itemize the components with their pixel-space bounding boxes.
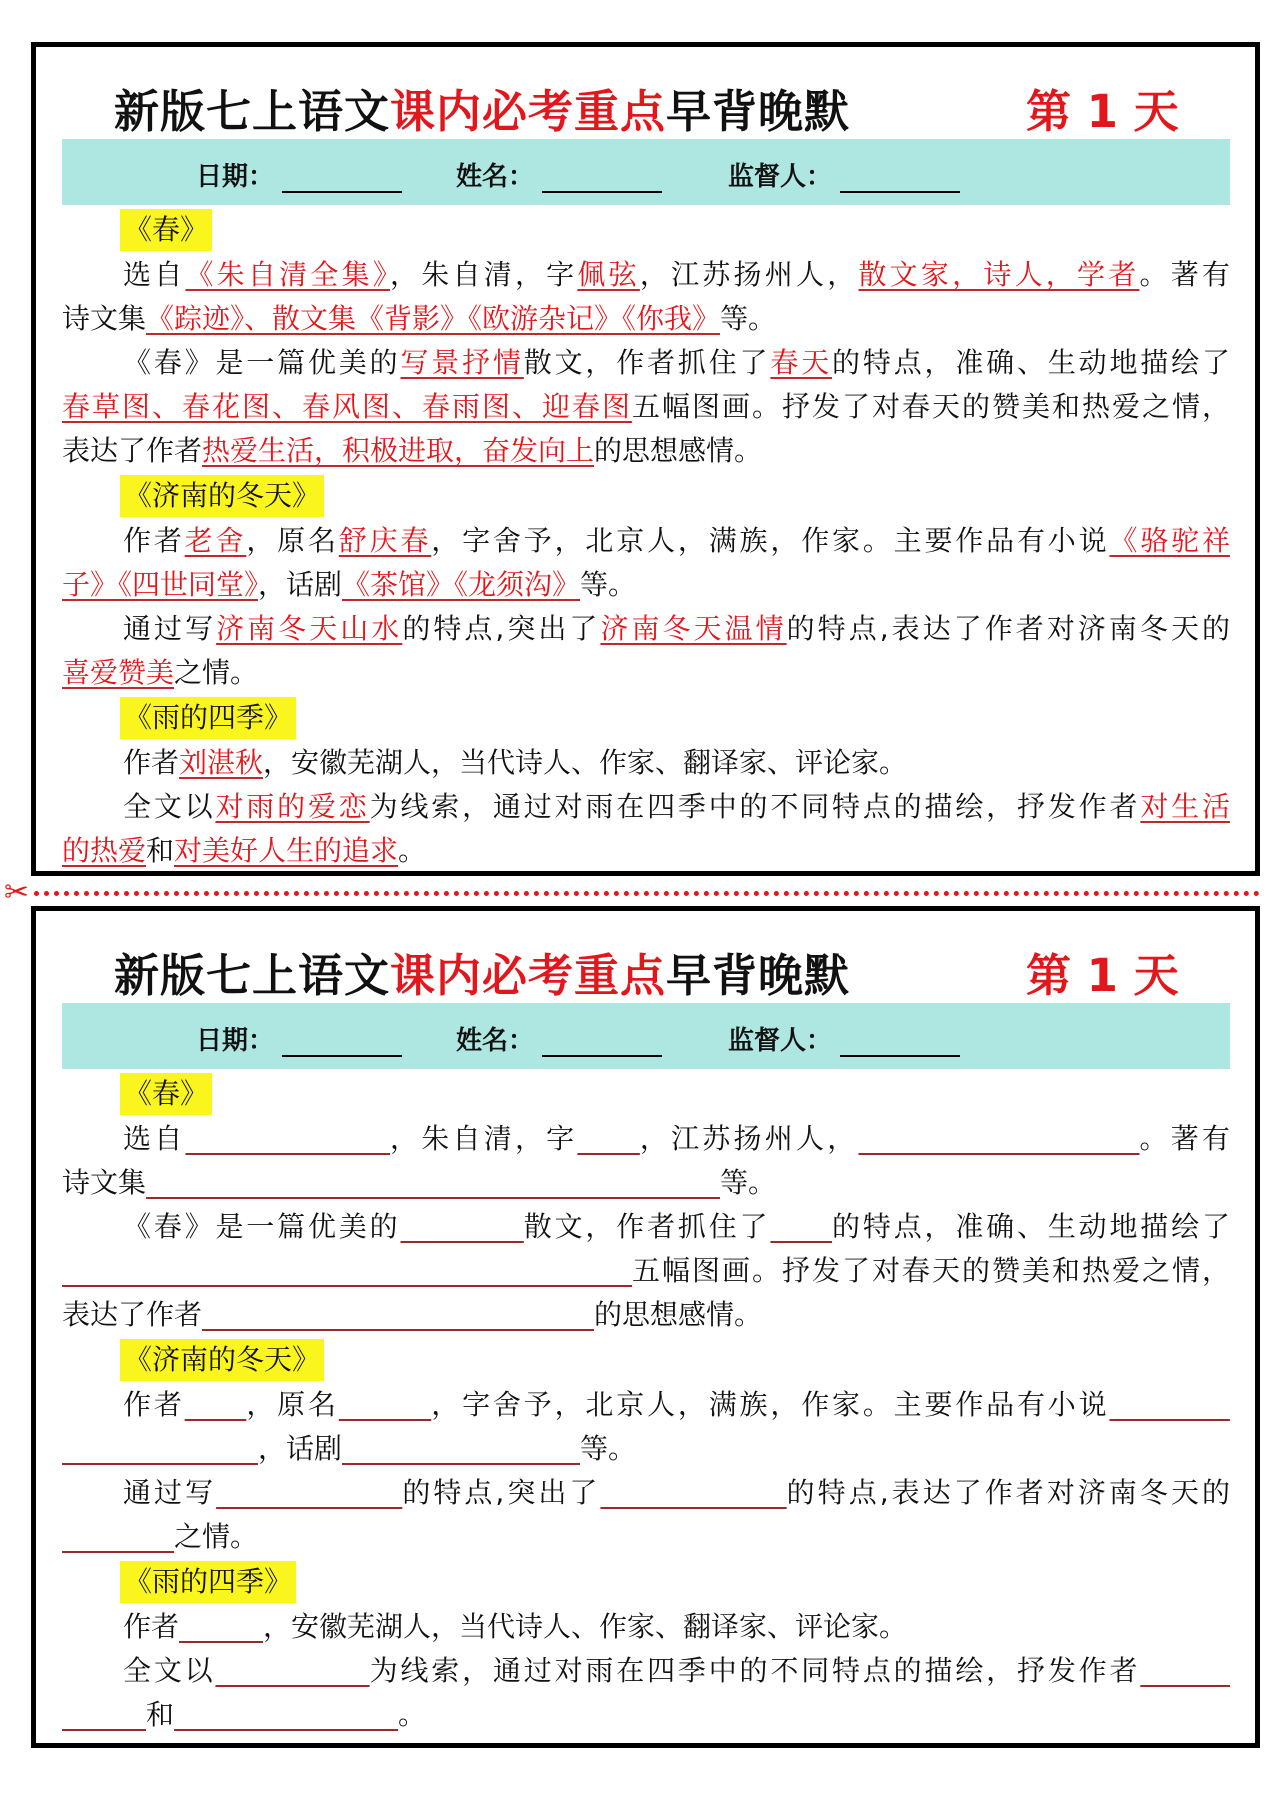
text-segment: 为线索，通过对雨在四季中的不同特点的描绘，抒发作者 <box>369 790 1141 823</box>
key-point: 散文家，诗人，学者 <box>858 258 1140 291</box>
key-point: 子》《四世同堂》 <box>62 568 259 601</box>
text-segment: 。 <box>398 834 427 867</box>
text-line <box>62 1383 1230 1427</box>
text-line <box>62 1161 1230 1205</box>
text-segment: 的特点,突出了 <box>402 612 601 645</box>
text-segment: ，安徽芜湖人，当代诗人、作家、翻译家、评论家。 <box>263 746 908 779</box>
supervisor-input-line[interactable] <box>840 1029 960 1057</box>
text-line <box>62 1249 1230 1293</box>
text-line <box>62 297 1230 341</box>
text-line <box>62 1693 1230 1737</box>
key-point: 《踪迹》、散文集《背影》《欧游杂记》《你我》 <box>146 302 721 335</box>
text-segment: 诗文集 <box>62 302 147 335</box>
text-line <box>62 785 1230 829</box>
text-segment: 等。 <box>720 302 777 335</box>
section <box>62 695 1230 873</box>
worksheet-title <box>114 939 850 1004</box>
section <box>62 1071 1230 1337</box>
date-label: 日期： <box>196 1026 275 1056</box>
key-point: 老舍 <box>184 524 247 557</box>
text-segment: 通过写 <box>123 612 217 645</box>
fill-blank[interactable] <box>1109 1388 1229 1421</box>
text-segment: 表达了作者 <box>62 1298 203 1331</box>
text-line <box>62 741 1230 785</box>
date-field[interactable] <box>196 1020 402 1057</box>
key-point: 对美好人生的追求 <box>174 834 399 867</box>
text-segment: 五幅图画。抒发了对春天的赞美和热爱之情， <box>632 390 1230 423</box>
info-bar <box>62 1003 1230 1069</box>
fill-blank[interactable] <box>185 1122 390 1155</box>
text-segment: 。 <box>398 1698 427 1731</box>
text-segment: 。著有 <box>1139 1122 1230 1155</box>
text-line <box>62 1205 1230 1249</box>
text-segment: 散文，作者抓住了 <box>523 1210 771 1243</box>
key-point: 对生活 <box>1140 790 1230 823</box>
text-line <box>62 1605 1230 1649</box>
fill-blank[interactable] <box>146 1166 720 1199</box>
fill-blank[interactable] <box>858 1122 1139 1155</box>
fill-blank[interactable] <box>62 1698 146 1731</box>
section <box>62 473 1230 695</box>
key-point: 热爱生活，积极进取，奋发向上 <box>202 434 595 467</box>
fill-blank[interactable] <box>179 1610 263 1643</box>
fill-blank[interactable] <box>216 1476 402 1509</box>
section-title: 《春》 <box>120 209 212 251</box>
text-line <box>62 429 1230 473</box>
text-segment: 的特点，准确、生动地描绘了 <box>832 1210 1230 1243</box>
text-segment: 的思想感情。 <box>594 434 763 467</box>
text-segment: 的特点,突出了 <box>402 1476 601 1509</box>
text-segment: ，安徽芜湖人，当代诗人、作家、翻译家、评论家。 <box>263 1610 908 1643</box>
day-label: 第 1 天 <box>1026 85 1179 138</box>
title-highlight: 课内必考重点 <box>390 949 667 1002</box>
key-point: 济南冬天山水 <box>216 612 403 645</box>
fill-blank[interactable] <box>215 1654 369 1687</box>
text-segment: 的特点,表达了作者对济南冬天的 <box>786 1476 1230 1509</box>
text-segment: 等。 <box>580 1432 637 1465</box>
text-segment: 等。 <box>720 1166 777 1199</box>
key-point: 写景抒情 <box>400 346 524 379</box>
section <box>62 1559 1230 1737</box>
fill-blank[interactable] <box>342 1432 580 1465</box>
text-line <box>62 1515 1230 1559</box>
text-segment: ，字舍予，北京人，满族，作家。主要作品有小说 <box>431 1388 1110 1421</box>
text-line <box>62 1117 1230 1161</box>
text-line <box>62 1427 1230 1471</box>
key-point: 《骆驼祥 <box>1109 524 1230 557</box>
key-point: 刘湛秋 <box>179 746 264 779</box>
name-label: 姓名： <box>456 162 535 192</box>
text-segment: 。著有 <box>1139 258 1230 291</box>
key-point: 喜爱赞美 <box>62 656 175 689</box>
fill-blank[interactable] <box>174 1698 398 1731</box>
title-part: 新版七上语文 <box>114 85 391 138</box>
name-field[interactable] <box>456 1020 662 1057</box>
text-segment: 为线索，通过对雨在四季中的不同特点的描绘，抒发作者 <box>369 1654 1141 1687</box>
fill-blank[interactable] <box>400 1210 523 1243</box>
fill-blank[interactable] <box>62 1254 632 1287</box>
name-input-line[interactable] <box>542 165 662 193</box>
fill-blank[interactable] <box>62 1432 258 1465</box>
text-line <box>62 1649 1230 1693</box>
title-part: 早背晚默 <box>666 85 851 138</box>
key-point: 舒庆春 <box>338 524 432 557</box>
text-segment: 的思想感情。 <box>594 1298 763 1331</box>
text-segment: 的特点，准确、生动地描绘了 <box>832 346 1230 379</box>
key-point: 春天 <box>770 346 833 379</box>
text-segment: 《春》是一篇优美的 <box>123 1210 401 1243</box>
fill-blank[interactable] <box>202 1298 594 1331</box>
text-segment: ，原名 <box>246 1388 339 1421</box>
content-body <box>62 1071 1230 1737</box>
text-segment: ，话剧 <box>258 1432 343 1465</box>
text-line <box>62 341 1230 385</box>
fill-blank[interactable] <box>185 1388 247 1421</box>
text-segment: ，朱自清，字 <box>390 258 578 291</box>
text-segment: 作者 <box>123 1388 185 1421</box>
text-line <box>62 253 1230 297</box>
fill-blank[interactable] <box>577 1122 639 1155</box>
text-line <box>62 1471 1230 1515</box>
text-segment: 通过写 <box>123 1476 217 1509</box>
text-segment: 之情。 <box>174 1520 259 1553</box>
fill-blank[interactable] <box>770 1210 832 1243</box>
text-line <box>62 385 1230 429</box>
section-title: 《雨的四季》 <box>120 697 296 739</box>
name-field[interactable] <box>456 156 662 193</box>
text-segment: 诗文集 <box>62 1166 147 1199</box>
section <box>62 1337 1230 1559</box>
text-segment: ，原名 <box>246 524 339 557</box>
text-segment: 等。 <box>580 568 637 601</box>
text-segment: ，话剧 <box>258 568 343 601</box>
name-label: 姓名： <box>456 1026 535 1056</box>
text-segment: 表达了作者 <box>62 434 203 467</box>
key-point: 佩弦 <box>577 258 640 291</box>
supervisor-label: 监督人： <box>728 1026 833 1056</box>
section-title: 《济南的冬天》 <box>120 1339 324 1381</box>
section-title: 《春》 <box>120 1073 212 1115</box>
section <box>62 207 1230 473</box>
content-body <box>62 207 1230 873</box>
dotted-divider <box>34 891 1260 896</box>
text-line <box>62 1293 1230 1337</box>
text-line <box>62 519 1230 563</box>
text-segment: 五幅图画。抒发了对春天的赞美和热爱之情， <box>632 1254 1230 1287</box>
supervisor-label: 监督人： <box>728 162 833 192</box>
supervisor-field[interactable] <box>728 156 960 193</box>
text-segment: ，江苏扬州人， <box>639 1122 859 1155</box>
key-point: 的热爱 <box>62 834 147 867</box>
fill-in-card <box>31 906 1260 1748</box>
key-point: 《朱自清全集》 <box>185 258 391 291</box>
supervisor-field[interactable] <box>728 1020 960 1057</box>
text-segment: ，朱自清，字 <box>390 1122 578 1155</box>
text-segment: 选自 <box>123 258 186 291</box>
key-point: 对雨的爱恋 <box>215 790 370 823</box>
date-input-line[interactable] <box>282 1029 402 1057</box>
worksheet-title <box>114 75 850 140</box>
section-title: 《济南的冬天》 <box>120 475 324 517</box>
text-segment: 选自 <box>123 1122 186 1155</box>
text-segment: 作者 <box>123 1610 180 1643</box>
text-segment: 和 <box>146 834 175 867</box>
text-segment: 散文，作者抓住了 <box>523 346 771 379</box>
text-segment: 全文以 <box>123 790 216 823</box>
text-segment: 作者 <box>123 524 185 557</box>
text-segment: 的特点,表达了作者对济南冬天的 <box>786 612 1230 645</box>
fill-blank[interactable] <box>62 1520 174 1553</box>
text-line <box>62 651 1230 695</box>
day-label: 第 1 天 <box>1026 949 1179 1002</box>
text-segment: 之情。 <box>174 656 259 689</box>
text-segment: 《春》是一篇优美的 <box>123 346 401 379</box>
scissors-icon: ✂ <box>4 875 30 910</box>
date-label: 日期： <box>196 162 275 192</box>
text-segment: 作者 <box>123 746 180 779</box>
title-part: 早背晚默 <box>666 949 851 1002</box>
fill-blank[interactable] <box>600 1476 786 1509</box>
supervisor-input-line[interactable] <box>840 165 960 193</box>
title-part: 新版七上语文 <box>114 949 391 1002</box>
key-point: 春草图、春花图、春风图、春雨图、迎春图 <box>62 390 632 423</box>
date-input-line[interactable] <box>282 165 402 193</box>
text-line <box>62 607 1230 651</box>
text-segment: ，江苏扬州人， <box>639 258 859 291</box>
answer-card <box>31 42 1260 876</box>
fill-blank[interactable] <box>1140 1654 1230 1687</box>
info-bar <box>62 139 1230 205</box>
text-segment: 和 <box>146 1698 175 1731</box>
fill-blank[interactable] <box>339 1388 431 1421</box>
name-input-line[interactable] <box>542 1029 662 1057</box>
key-point: 《茶馆》《龙须沟》 <box>342 568 581 601</box>
text-line <box>62 563 1230 607</box>
cut-line <box>4 875 1260 910</box>
section-title: 《雨的四季》 <box>120 1561 296 1603</box>
text-segment: 全文以 <box>123 1654 216 1687</box>
text-segment: ，字舍予，北京人，满族，作家。主要作品有小说 <box>431 524 1110 557</box>
title-highlight: 课内必考重点 <box>390 85 667 138</box>
date-field[interactable] <box>196 156 402 193</box>
key-point: 济南冬天温情 <box>600 612 787 645</box>
text-line <box>62 829 1230 873</box>
